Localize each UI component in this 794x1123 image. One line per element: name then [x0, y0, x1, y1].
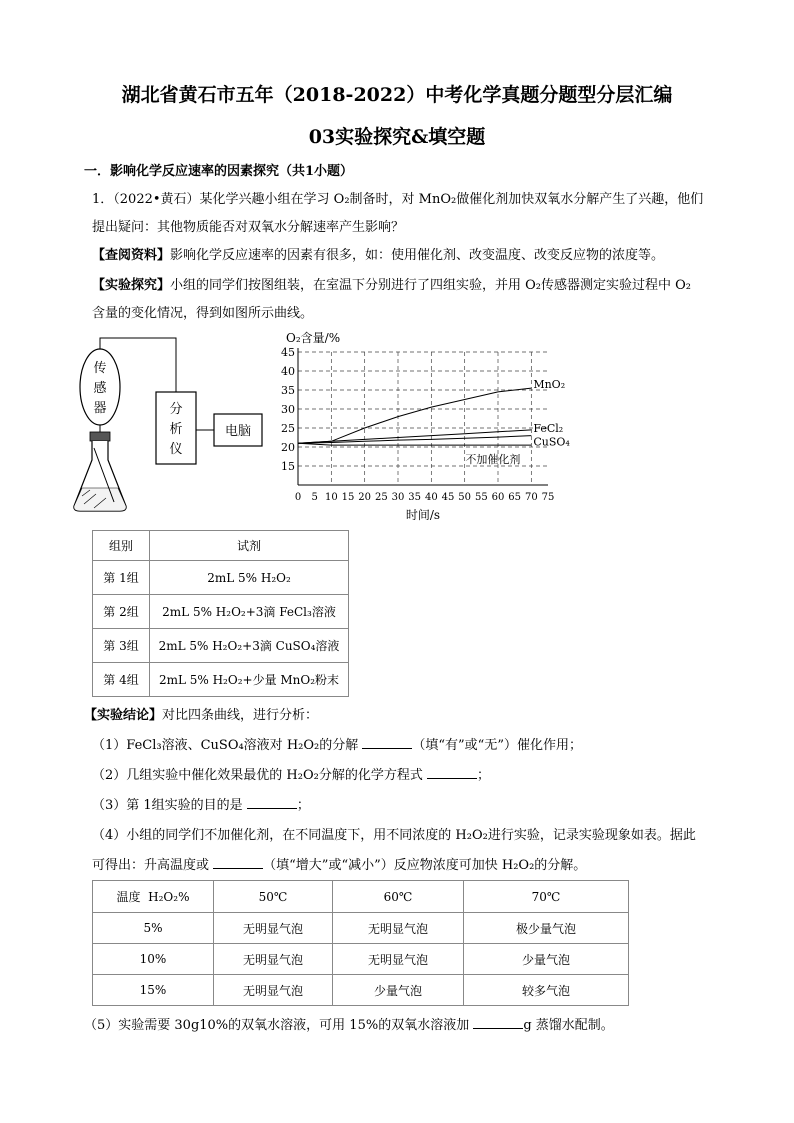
- chart-x-axis-label: 时间/s: [405, 508, 441, 522]
- subquestion-2-end: ；: [476, 768, 490, 783]
- question-1-line-2: 提出疑问：其他物质能否对双氧水分解速率产生影响？: [92, 220, 405, 235]
- x-tick-label: 20: [358, 492, 372, 503]
- subquestion-2-text: （2）几组实验中催化效果最优的 H₂O₂分解的化学方程式: [92, 768, 423, 783]
- table-corner-cell: [93, 881, 214, 913]
- table-row: [93, 913, 629, 944]
- x-tick-label: 40: [424, 492, 438, 503]
- document-subtitle: 03实验探究&填空题: [308, 126, 486, 148]
- result-cell: 无明显气泡: [214, 913, 333, 944]
- sensor-char-3: 器: [93, 401, 107, 416]
- reagent-table: [92, 530, 349, 697]
- reagent-table-header: 组别: [93, 531, 150, 561]
- computer-label: 电脑: [224, 424, 252, 439]
- x-tick-label: 0: [294, 492, 302, 503]
- subquestion-4-text: 可得出：升高温度或: [92, 858, 210, 873]
- result-cell: 较多气泡: [464, 975, 629, 1006]
- subquestion-4-line-2: [92, 854, 586, 873]
- subquestion-5-end: g 蒸馏水配制。: [523, 1018, 614, 1033]
- reference-paragraph: [92, 244, 664, 263]
- x-tick-label: 50: [458, 492, 472, 503]
- x-tick-label: 75: [541, 492, 555, 503]
- conc-cell: 15%: [93, 975, 214, 1006]
- result-cell: 极少量气泡: [464, 913, 629, 944]
- group-cell: 第 2组: [93, 595, 150, 629]
- experiment-label: 【实验探究】: [92, 278, 171, 293]
- y-tick-label: 45: [281, 346, 295, 359]
- result-cell: 少量气泡: [464, 944, 629, 975]
- answer-blank[interactable]: [213, 856, 263, 869]
- x-tick-label: 55: [474, 492, 488, 503]
- x-tick-label: 25: [374, 492, 388, 503]
- document-title: 湖北省黄石市五年（2018-2022）中考化学真题分题型分层汇编: [121, 84, 673, 106]
- subquestion-1: [92, 734, 582, 753]
- section-heading: 一．影响化学反应速率的因素探究（共1小题）: [84, 164, 354, 179]
- x-tick-label: 70: [524, 492, 538, 503]
- answer-blank[interactable]: [427, 766, 477, 779]
- series-label: FeCl₂: [533, 421, 564, 435]
- question-1-line-1: 1．（2022•黄石）某化学兴趣小组在学习 O₂制备时，对 MnO₂做催化剂加快双氧水分解产生了兴趣，他们: [92, 192, 704, 207]
- series-label: MnO₂: [533, 378, 566, 392]
- series-label: 不加催化剂: [465, 453, 521, 467]
- conc-cell: 10%: [93, 944, 214, 975]
- y-tick-label: 40: [281, 365, 295, 378]
- reagent-cell: 2mL 5% H₂O₂+3滴 FeCl₃溶液: [150, 595, 349, 629]
- subquestion-3-end: ；: [296, 798, 310, 813]
- x-tick-label: 15: [341, 492, 355, 503]
- y-tick-label: 30: [281, 403, 295, 416]
- series-label: CuSO₄: [533, 435, 570, 449]
- sensor-char-1: 传: [93, 361, 107, 376]
- group-cell: 第 3组: [93, 629, 150, 663]
- corner-conc-label: H₂O₂%: [148, 890, 190, 904]
- experiment-text: 小组的同学们按图组装，在室温下分别进行了四组实验，并用 O₂传感器测定实验过程中 O₂: [170, 278, 692, 293]
- flask-liquid: [74, 488, 126, 511]
- reagent-cell: 2mL 5% H₂O₂+少量 MnO₂粉末: [150, 663, 349, 697]
- subquestion-2: [92, 764, 490, 783]
- y-tick-label: 25: [281, 422, 295, 435]
- table-row: [93, 975, 629, 1006]
- reagent-table-header: 试剂: [150, 531, 349, 561]
- x-tick-label: 10: [324, 492, 338, 503]
- result-cell: 无明显气泡: [214, 944, 333, 975]
- x-tick-label: 5: [311, 492, 318, 503]
- table-row: [93, 944, 629, 975]
- reference-label: 【查阅资料】: [92, 248, 171, 263]
- analyzer-char-3: 仪: [169, 442, 183, 457]
- experiment-text-2: 含量的变化情况，得到如图所示曲线。: [92, 306, 314, 321]
- subquestion-4-hint: （填“增大”或“减小”）反应物浓度可加快 H₂O₂的分解。: [263, 858, 587, 873]
- y-tick-label: 35: [281, 384, 295, 397]
- series-line: [298, 430, 531, 443]
- reagent-cell: 2mL 5% H₂O₂: [150, 561, 349, 595]
- conc-cell: 5%: [93, 913, 214, 944]
- conclusion-label: 【实验结论】: [84, 708, 163, 723]
- x-tick-label: 45: [441, 492, 455, 503]
- corner-temp-label: 温度: [116, 890, 141, 904]
- answer-blank[interactable]: [473, 1016, 523, 1029]
- x-tick-label: 30: [391, 492, 405, 503]
- y-tick-label: 15: [281, 460, 295, 473]
- result-cell: 无明显气泡: [214, 975, 333, 1006]
- result-cell: 无明显气泡: [333, 944, 464, 975]
- stopper: [90, 432, 110, 441]
- reference-text: 影响化学反应速率的因素有很多，如：使用催化剂、改变温度、改变反应物的浓度等。: [170, 248, 665, 263]
- group-cell: 第 4组: [93, 663, 150, 697]
- result-cell: 少量气泡: [333, 975, 464, 1006]
- temp-header: 60℃: [333, 881, 464, 913]
- subquestion-1-text: （1）FeCl₃溶液、CuSO₄溶液对 H₂O₂的分解: [92, 738, 359, 753]
- series-line: [298, 443, 531, 445]
- subquestion-4-line-1: （4）小组的同学们不加催化剂，在不同温度下，用不同浓度的 H₂O₂进行实验，记录实验现象如表。据此: [92, 828, 696, 843]
- analyzer-char-2: 析: [169, 422, 183, 437]
- result-cell: 无明显气泡: [333, 913, 464, 944]
- temp-header: 70℃: [464, 881, 629, 913]
- series-line: [298, 388, 531, 443]
- sensor-char-2: 感: [93, 381, 107, 396]
- temperature-table: [92, 880, 629, 1006]
- table-row: [93, 629, 349, 663]
- subquestion-5: [84, 1014, 614, 1033]
- answer-blank[interactable]: [247, 796, 297, 809]
- table-row: [93, 663, 349, 697]
- subquestion-3-text: （3）第 1组实验的目的是: [92, 798, 243, 813]
- y-tick-label: 20: [281, 441, 295, 454]
- conclusion-text: 对比四条曲线，进行分析：: [162, 708, 319, 723]
- apparatus-diagram: [60, 330, 270, 520]
- table-row: [93, 595, 349, 629]
- experiment-paragraph: [92, 274, 691, 293]
- chart-y-axis-label: O₂含量/%: [286, 331, 341, 345]
- subquestion-3: [92, 794, 310, 813]
- analyzer-char-1: 分: [169, 402, 183, 417]
- x-tick-label: 35: [408, 492, 422, 503]
- subquestion-5-text: （5）实验需要 30g10%的双氧水溶液，可用 15%的双氧水溶液加: [84, 1018, 470, 1033]
- temp-header: 50℃: [214, 881, 333, 913]
- x-tick-label: 65: [508, 492, 522, 503]
- o2-content-chart: [268, 328, 588, 523]
- x-tick-label: 60: [491, 492, 505, 503]
- answer-blank[interactable]: [362, 736, 412, 749]
- reagent-cell: 2mL 5% H₂O₂+3滴 CuSO₄溶液: [150, 629, 349, 663]
- group-cell: 第 1组: [93, 561, 150, 595]
- subquestion-1-hint: （填“有”或“无”）催化作用；: [412, 738, 582, 753]
- conclusion-paragraph: [84, 704, 318, 723]
- table-row: [93, 561, 349, 595]
